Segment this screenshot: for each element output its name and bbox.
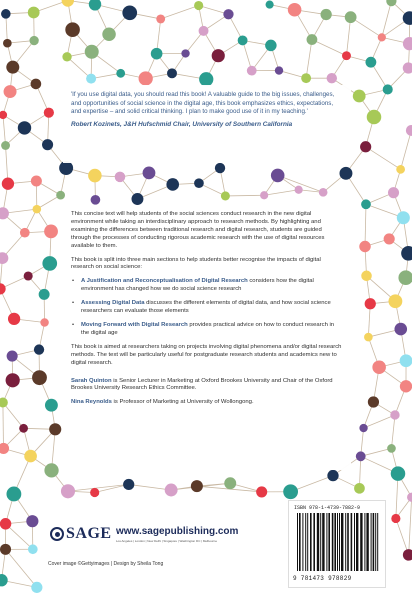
network-node (221, 191, 230, 200)
network-node (353, 90, 366, 103)
network-node (215, 163, 225, 173)
barcode-bar (334, 513, 336, 571)
barcode-bar (377, 513, 378, 571)
section-bullet (71, 278, 343, 294)
network-node (40, 318, 48, 326)
network-node (283, 484, 298, 499)
network-node (4, 85, 17, 98)
network-node (388, 187, 399, 198)
network-node (320, 9, 331, 20)
network-node (24, 271, 33, 280)
network-node (45, 399, 58, 412)
network-node (90, 488, 99, 497)
network-node (165, 484, 178, 497)
network-node (39, 289, 50, 300)
barcode-icon (293, 513, 383, 573)
network-node (34, 344, 44, 354)
network-node (391, 466, 406, 481)
bullet-marker: • (72, 278, 75, 285)
network-node (372, 360, 386, 374)
network-node (295, 186, 303, 194)
network-node (327, 470, 338, 481)
barcode-bar (354, 513, 355, 571)
network-node (139, 71, 153, 85)
network-node (0, 544, 11, 555)
network-node (31, 176, 42, 187)
network-node (383, 84, 393, 94)
sage-logo-wordmark: SAGE (66, 525, 112, 542)
isbn-number: 9 781473 978829 (293, 575, 352, 582)
network-node (115, 172, 126, 183)
sections-intro-paragraph: This book is split into three main sections to help students better recognise the impacts of digital research on social science: (71, 256, 321, 271)
network-node (238, 35, 248, 45)
network-node (365, 298, 376, 309)
network-node (42, 256, 57, 271)
bullet-marker: • (72, 300, 75, 307)
network-edge (306, 40, 312, 79)
network-node (143, 166, 156, 179)
network-node (390, 410, 399, 419)
network-node (256, 486, 267, 497)
barcode-bar (337, 513, 338, 571)
endorsement-quote: 'If you use digital data, you should read this book! A valuable guide to the big issues, challenges, and opportunities of social science in the digital age, this book emphasizes ethics, expectations, and expertise – and solid critical thinking. I plan to make good use of it in my teaching.' (71, 91, 335, 116)
network-edge (365, 204, 366, 246)
network-node (384, 233, 395, 244)
network-node (132, 193, 144, 205)
network-node (123, 479, 134, 490)
network-node (223, 9, 233, 19)
author-description: is Professor of Marketing at University of Wollongong. (111, 399, 254, 406)
network-node (406, 125, 412, 136)
barcode-bar (373, 513, 375, 571)
network-node (31, 79, 42, 90)
network-node (271, 169, 285, 183)
network-node (401, 246, 412, 261)
network-node (365, 57, 376, 68)
network-node (359, 424, 367, 432)
barcode-bar (299, 513, 301, 571)
barcode-bar (302, 513, 303, 571)
network-node (288, 3, 302, 17)
network-node (327, 73, 337, 83)
network-node (122, 5, 137, 20)
barcode-bar (320, 513, 321, 571)
network-node (394, 323, 407, 336)
network-node (1, 9, 11, 19)
network-node (403, 549, 412, 561)
barcode-bar (371, 513, 372, 571)
publisher-cities: Los Angeles | London | New Delhi | Singapore | Washington DC | Melbourne (116, 539, 218, 543)
network-node (0, 283, 6, 294)
barcode-bar (351, 513, 353, 571)
network-node (102, 28, 116, 42)
barcode-bar (345, 513, 346, 571)
network-node (0, 111, 7, 119)
publisher-url: www.sagepublishing.com (116, 526, 239, 537)
network-node (359, 241, 370, 252)
network-node (1, 141, 10, 150)
network-node (29, 36, 38, 45)
network-node (0, 252, 8, 264)
intro-paragraph: This concise text will help students of the social sciences conduct research in the new digital environment while taking an interdisciplinary approach to research methods. By highlighting and examining the differences between traditional research and digital research, students are guided through the processes of conducting rigorous academic research with the use of digital resources available to them. (71, 211, 325, 249)
network-node (91, 195, 101, 205)
barcode-bar (332, 513, 334, 571)
network-edge (161, 6, 199, 19)
network-node (0, 518, 11, 529)
network-node (18, 121, 31, 134)
network-node (62, 52, 71, 61)
network-node (398, 270, 412, 285)
network-node (42, 139, 53, 150)
network-node (361, 271, 372, 282)
bullet-text: provides practical advice on how to conduct research in the digital age (81, 321, 335, 336)
network-node (194, 178, 204, 188)
barcode-bar (347, 513, 349, 571)
network-node (0, 398, 8, 408)
network-edge (3, 115, 6, 146)
network-node (61, 484, 75, 498)
network-node (364, 333, 373, 342)
network-node (7, 350, 18, 361)
isbn-barcode-box (288, 500, 386, 588)
section-bullet (71, 322, 343, 338)
network-node (194, 1, 203, 10)
network-node (8, 313, 20, 325)
network-node (31, 582, 42, 593)
network-node (32, 370, 47, 385)
barcode-bar (366, 513, 368, 571)
network-node (116, 69, 125, 78)
network-node (275, 66, 283, 74)
network-edge (312, 40, 347, 56)
network-node (0, 574, 8, 586)
barcode-bar (305, 513, 306, 571)
network-node (199, 26, 209, 36)
network-node (44, 463, 58, 477)
network-node (260, 191, 268, 199)
bullet-text: discusses the different elements of digital data, and how social science researchers can evaluate those elements (81, 300, 331, 315)
network-node (89, 0, 101, 11)
barcode-bar (326, 513, 327, 571)
network-node (319, 188, 328, 197)
network-node (342, 51, 351, 60)
author-bios (71, 378, 343, 408)
bullet-text: considers how the digital environment has changed how we do social science research (81, 278, 314, 293)
cover-credits: Cover image ©Gettyimages | Design by Sheila Tong (48, 561, 164, 567)
network-node (388, 294, 402, 308)
network-node (181, 49, 189, 57)
network-node (6, 373, 20, 387)
author-bio (71, 378, 343, 394)
network-node (6, 487, 21, 502)
network-node (354, 483, 365, 494)
book-description-panel (63, 205, 351, 470)
isbn-label: ISBN 978-1-4739-7882-9 (294, 505, 361, 511)
barcode-bar (339, 513, 340, 571)
bullet-marker: • (72, 321, 75, 328)
network-node (386, 0, 396, 6)
network-node (44, 108, 54, 118)
barcode-bar (375, 513, 376, 571)
network-node (391, 514, 400, 523)
bullet-title: A Justification and Reconceptualisation of Digital Research (81, 278, 248, 285)
section-bullet (71, 300, 343, 316)
network-node (65, 22, 80, 37)
network-node (400, 380, 412, 392)
audience-paragraph: This book is aimed at researchers taking on projects involving digital phenomena and/or digital research methods. The text will be particularly useful for postgraduate research students and academics new to digital research. (71, 343, 342, 366)
barcode-bar (317, 513, 319, 571)
network-node (345, 11, 357, 23)
endorsement-quote-panel (63, 85, 351, 163)
network-edge (3, 402, 4, 448)
barcode-bar (364, 513, 365, 571)
author-name: Sarah Quinton (71, 377, 112, 384)
network-node (396, 165, 405, 174)
barcode-bar (322, 513, 324, 571)
barcode-bar (356, 513, 358, 571)
network-node (151, 48, 163, 60)
barcode-bar (297, 513, 298, 571)
network-node (86, 74, 96, 84)
endorsement-attribution: Robert Kozinets, J&H Hufschmid Chair, University of Southern California (71, 120, 293, 128)
barcode-bar (341, 513, 343, 571)
network-node (20, 228, 30, 238)
sage-logo (50, 525, 112, 543)
network-node (2, 178, 14, 190)
network-node (378, 33, 386, 41)
network-edge (225, 195, 264, 196)
barcode-bar (360, 513, 362, 571)
barcode-bar (328, 513, 330, 571)
network-node (26, 515, 38, 527)
barcode-bar (313, 513, 315, 571)
network-node (156, 14, 165, 23)
network-node (59, 161, 73, 175)
barcode-bar (307, 513, 308, 571)
network-node (85, 45, 99, 59)
network-edge (264, 190, 299, 196)
network-edge (409, 497, 412, 555)
network-node (266, 1, 274, 9)
network-edge (366, 147, 401, 170)
network-node (400, 354, 412, 367)
network-node (6, 61, 19, 74)
network-edge (391, 415, 394, 448)
network-node (166, 178, 179, 191)
network-node (356, 451, 366, 461)
network-node (33, 205, 42, 214)
bullet-title: Moving Forward with Digital Research (81, 321, 188, 328)
network-node (88, 169, 102, 183)
network-node (301, 73, 311, 83)
network-node (28, 7, 40, 19)
network-node (44, 225, 58, 239)
network-node (191, 480, 203, 492)
network-node (403, 37, 412, 50)
barcode-bar (310, 513, 312, 571)
network-node (387, 444, 396, 453)
network-node (360, 141, 371, 152)
network-node (367, 110, 382, 125)
author-bio (71, 399, 343, 407)
network-node (24, 450, 37, 463)
sage-logo-mark-icon (50, 527, 64, 541)
network-node (368, 396, 379, 407)
network-node (247, 66, 257, 76)
network-node (62, 0, 74, 7)
network-node (224, 477, 236, 489)
network-node (361, 199, 371, 209)
network-node (49, 423, 61, 435)
network-node (265, 40, 276, 51)
network-edge (3, 402, 24, 428)
network-node (56, 191, 65, 200)
network-node (339, 167, 352, 180)
author-name: Nina Reynolds (71, 399, 112, 406)
network-node (3, 39, 12, 48)
network-node (19, 424, 28, 433)
author-description: is Senior Lecturer in Marketing at Oxford Brookes University and Chair of the Oxford Brookes University Research Ethics Committee. (71, 377, 333, 392)
network-node (407, 493, 412, 502)
bullet-title: Assessing Digital Data (81, 300, 145, 307)
network-node (212, 49, 225, 62)
network-edge (364, 415, 395, 428)
network-node (397, 211, 410, 224)
network-node (307, 34, 318, 45)
network-edge (401, 130, 412, 169)
network-node (167, 68, 177, 78)
network-node (28, 544, 38, 554)
